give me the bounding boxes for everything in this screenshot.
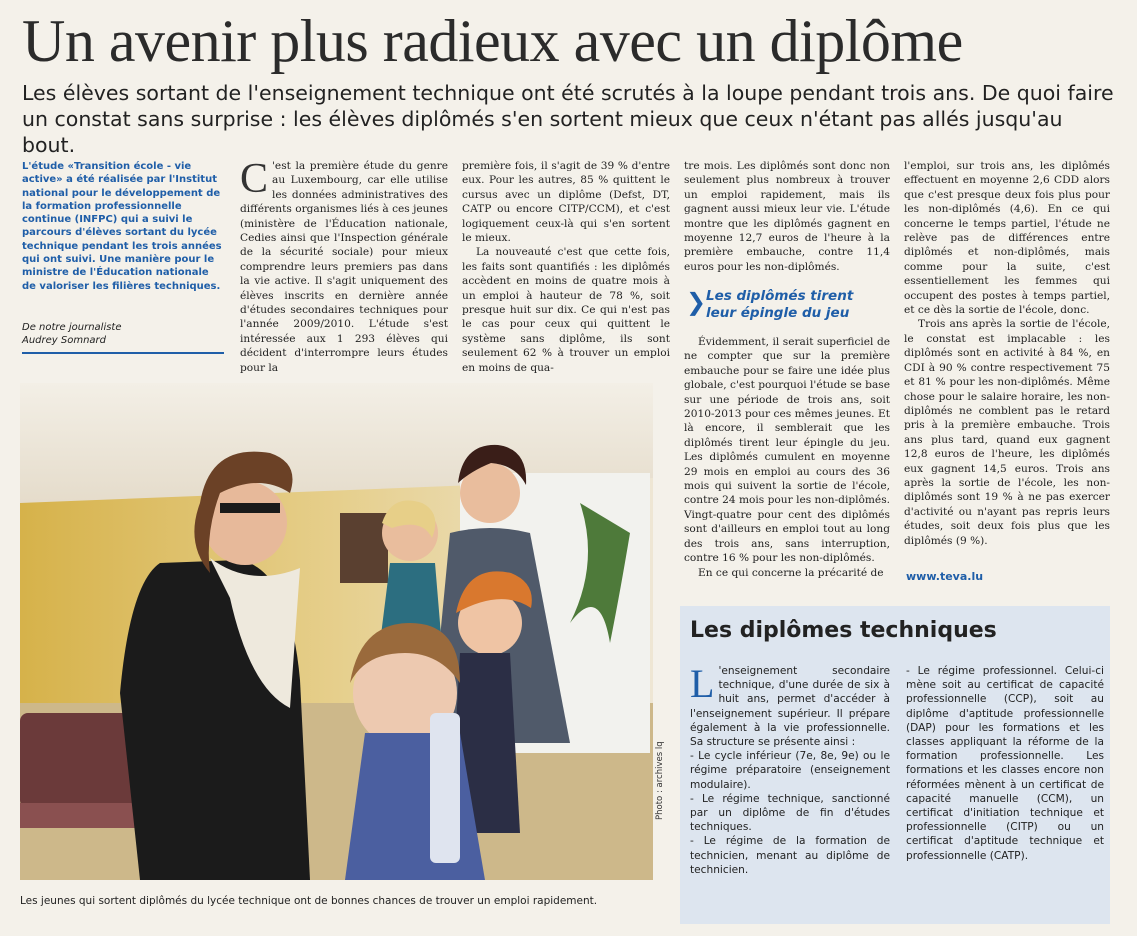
sidebar-left-paragraph-4: - Le régime de la formation de technicien, menant au diplôme de technicien. xyxy=(690,835,890,876)
article-column-1 xyxy=(240,156,448,375)
pull-quote-line-2: leur épingle du jeu xyxy=(706,305,850,321)
sidebar-left-paragraph-3: - Le régime technique, sanctionné par un diplôme de fin d'études techniques. xyxy=(690,792,890,834)
intro-paragraph: L'étude «Transition école - vie active» a été réalisée par l'Institut national pour le développement de la formation professionnelle continue (INFPC) qui a suivi le parcours d'élèves sortant du lycée technique pendant les trois années qui ont suivi. Une manière pour le ministre de l'Éducation nationale de valoriser les filières techniques. xyxy=(22,161,222,292)
sidebar-left-paragraph-1: 'enseignement secondaire technique, d'une durée de six à huit ans, permet d'accéder à l'enseignement supérieur. Il prépare également à la vie professionnelle. Sa structure se présente ainsi : xyxy=(690,665,890,749)
photo-credit: Photo : archives lq xyxy=(655,741,665,820)
col4-paragraph-1: l'emploi, sur trois ans, les diplômés effectuent en moyenne 2,6 CDD alors que c'est presque deux fois plus pour les non-diplômés (4,6). En ce qui concerne le temps partiel, l'étude ne relève pas de différences entre diplômés et non-diplômés, mais comme pour la suite, c'est essentiellement les femmes qui occupent des postes à temps partiel, et ce dès la sortie de l'école, donc. xyxy=(904,160,1110,317)
photo-caption: Les jeunes qui sortent diplômés du lycée technique ont de bonnes chances de trouver un emploi rapidement. xyxy=(20,895,598,907)
col3-paragraph-3: En ce qui concerne la précarité de xyxy=(698,566,884,579)
col2-paragraph-2: La nouveauté c'est que cette fois, les faits sont quantifiés : les diplômés accèdent en moins de quatre mois à un emploi à hauteur de 78 %, soit presque huit sur dix. Ce qui n'est pas le cas pour ceux qui quittent le système sans diplôme, ils sont seulement 62 % à trouver un emploi en moins de qua- xyxy=(462,246,670,374)
byline-label: De notre journaliste xyxy=(22,322,122,333)
deck: Les élèves sortant de l'enseignement technique ont été scrutés à la loupe pendant trois ans. De quoi faire un constat sans surprise : les élèves diplômés s'en sortent mieux que ceux n'étant pas allés jusqu'au bout. xyxy=(22,81,1114,157)
sidebar-drop-cap: L xyxy=(690,661,715,706)
sidebar-right-paragraph-1: - Le régime professionnel. Celui-ci mène soit au certificat de capacité professionnelle (CCP), soit au diplôme d'aptitude professionnelle (DAP) pour les formations et les classes appliquant la réforme de la formation professionnelle. Les formations et les classes encore non réformées mènent à un certificat de capacité manuelle (CCM), un certificat d'initiation technique et professionnelle (CITP) ou un certificat d'aptitude technique et professionnelle (CATP). xyxy=(906,665,1104,862)
article-column-2 xyxy=(462,159,670,375)
article-photo xyxy=(20,383,653,880)
chevron-right-icon: ❯ xyxy=(686,288,707,316)
byline-divider xyxy=(22,352,224,354)
byline xyxy=(22,321,222,347)
col4-paragraph-2: Trois ans après la sortie de l'école, le constat est implacable : les diplômés sont en activité à 84 %, en CDI à 90 % contre respectivement 75 et 81 % pour les non-diplômés. Même chose pour le salaire horaire, les non-diplômés ne comblent pas le retard pris à la première embauche. Trois ans plus tard, quand eux gagnent 12,8 euros de l'heure, les diplômés eux gagnent 14,5 euros. Trois ans après la sortie de l'école, les non-diplômés sont 19 % à ne pas exercer d'activité ou n'ayant pas repris leurs études, soit deux fois plus que les diplômés (9 %). xyxy=(904,318,1110,547)
headline: Un avenir plus radieux avec un diplôme xyxy=(22,8,963,74)
byline-author: Audrey Somnard xyxy=(22,335,107,346)
drop-cap: C xyxy=(240,156,269,202)
website-link[interactable]: www.teva.lu xyxy=(906,570,984,583)
sidebar-column-right xyxy=(906,664,1104,863)
article-column-4 xyxy=(904,159,1110,548)
pull-quote xyxy=(688,288,888,322)
col3-paragraph-2: Évidemment, il serait superficiel de ne compter que sur la première embauche pour se faire une idée plus globale, c'est pourquoi l'étude se base sur une période de trois ans, soit 2010-2013 pour ces mêmes jeunes. Et là encore, il semblerait que les diplômés tirent leur épingle du jeu. Les diplômés cumulent en moyenne 29 mois en emploi au cours des 36 mois qui suivent la sortie de l'école, contre 24 mois pour les non-diplômés. Vingt-quatre pour cent des diplômés sont d'ailleurs en emploi tout au long des trois ans, sans interruption, contre 16 % pour les non-diplômés. xyxy=(684,336,890,565)
article-column-3b xyxy=(684,335,890,580)
sidebar-left-paragraph-2: - Le cycle inférieur (7e, 8e, 9e) ou le régime préparatoire (enseignement modulaire). xyxy=(690,750,890,791)
article-column-3a xyxy=(684,159,890,274)
col3-paragraph-1: tre mois. Les diplômés sont donc non seulement plus nombreux à trouver un emploi rapidement, mais ils gagnent aussi mieux leur vie. L'étude montre que les diplômés gagnent en moyenne 12,7 euros de l'heure à la première embauche, contre 11,4 euros pour les non-diplômés. xyxy=(684,160,890,273)
sidebar-box-title: Les diplômes techniques xyxy=(690,618,997,643)
sidebar-column-left xyxy=(690,661,890,877)
salon-photo-illustration xyxy=(20,383,653,880)
col1-paragraph: 'est la première étude du genre au Luxembourg, car elle utilise les données administratives des différents organismes liés à ces jeunes (ministère de l'Éducation nationale, Cedies ainsi que l'Inspection générale de la sécurité sociale) pour mieux comprendre leurs premiers pas dans la vie active. Il s'agit uniquement des élèves inscrits en dernière année d'études secondaires techniques pour l'année 2009/2010. L'étude s'est intéressée aux 1 293 élèves qui décident d'interrompre leurs études pour la xyxy=(240,160,448,374)
col2-paragraph-1: première fois, il s'agit de 39 % d'entre eux. Pour les autres, 85 % quittent le cursus avec un diplôme (Defst, DT, CATP ou encore CITP/CCM), et c'est logiquement ceux-là qui s'en sortent le mieux. xyxy=(462,160,670,245)
pull-quote-line-1: Les diplômés tirent xyxy=(706,288,854,304)
